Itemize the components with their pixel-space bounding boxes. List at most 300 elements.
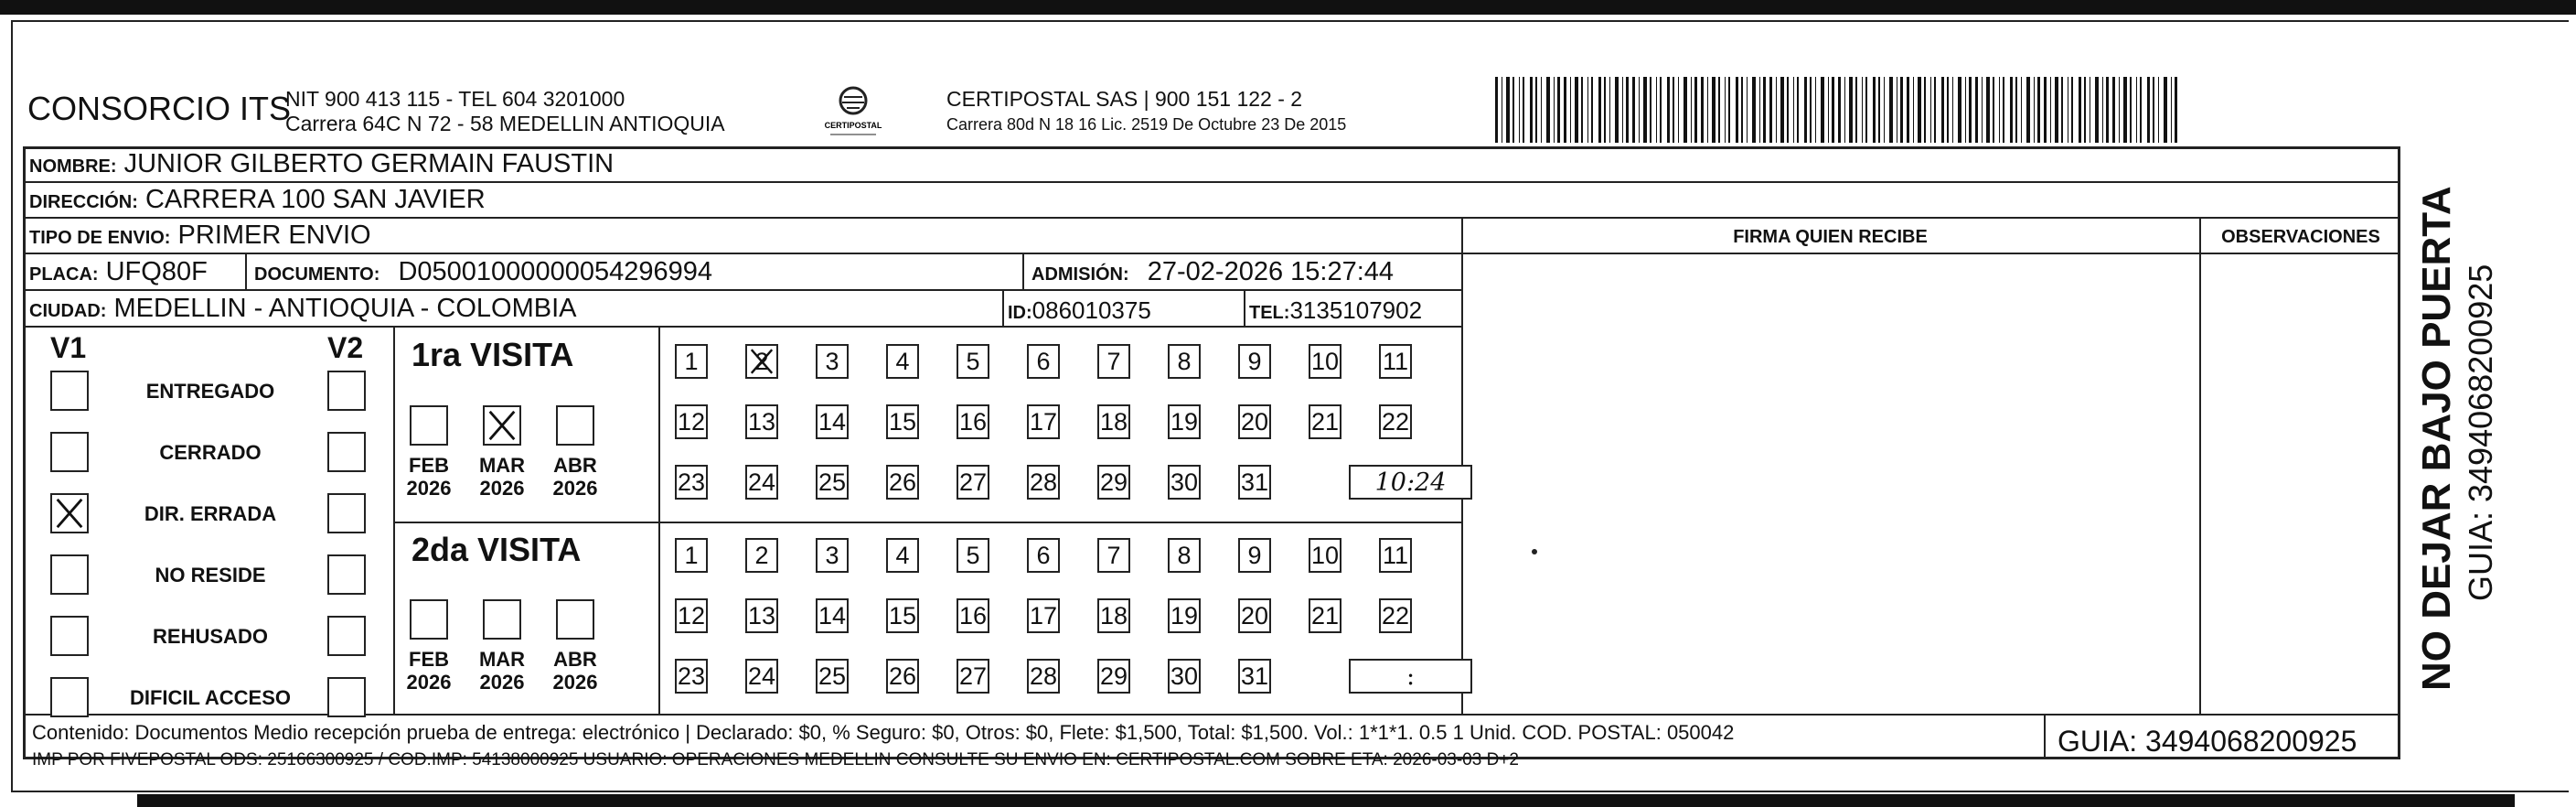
day-number: 10 [1310, 541, 1340, 569]
ciudad-value: MEDELLIN - ANTIOQUIA - COLOMBIA [113, 294, 577, 323]
barcode-bar [1865, 77, 1867, 143]
day-number: 22 [1381, 407, 1410, 436]
day-box[interactable] [1379, 344, 1412, 379]
barcode-bar [1736, 77, 1738, 143]
day-number: 29 [1099, 662, 1128, 690]
barcode-bar [1523, 77, 1524, 143]
barcode-bar [1993, 77, 1994, 143]
barcode-bar [1728, 77, 1730, 143]
barcode-bar [1604, 77, 1606, 143]
day-box[interactable] [1097, 344, 1130, 379]
day-box[interactable] [1027, 465, 1060, 500]
day-box[interactable] [886, 344, 919, 379]
day-box[interactable] [957, 659, 989, 694]
barcode-bar [2153, 77, 2154, 143]
firma-header: FIRMA QUIEN RECIBE [1733, 227, 1928, 247]
day-number: 25 [818, 662, 847, 690]
v2-checkbox[interactable] [327, 371, 366, 411]
day-box[interactable] [957, 598, 989, 633]
barcode-bar [1752, 77, 1756, 143]
contenido-text: Contenido: Documentos Medio recepción prueba de entrega: electrónico | Declarado: $0, % Seguro: $0, Otros: $0, Flete: $1,500, Total: $1,500. Vol.: 1*1*1. 0.5 1 Unid. COD. POSTAL: 050042 [32, 721, 1735, 744]
day-box[interactable] [745, 404, 778, 439]
barcode-bar [1975, 77, 1978, 143]
top-edge-band [0, 0, 2576, 15]
barcode-bar [2026, 77, 2030, 143]
barcode-bar [2021, 77, 2022, 143]
barcode-bar [1639, 77, 1640, 143]
barcode-bar [1598, 77, 1601, 143]
barcode-bar [2102, 77, 2103, 143]
day-box[interactable] [745, 538, 778, 573]
day-box[interactable] [1027, 538, 1060, 573]
barcode-bar [1849, 77, 1853, 143]
day-box[interactable] [1379, 538, 1412, 573]
first-visit-title: 1ra VISITA [412, 336, 574, 373]
v1-checkbox[interactable] [50, 554, 89, 595]
barcode-bar [2037, 77, 2040, 143]
day-box[interactable] [1168, 659, 1201, 694]
day-number: 30 [1170, 468, 1199, 496]
direccion-value: CARRERA 100 SAN JAVIER [144, 185, 486, 214]
barcode-bar [1780, 77, 1784, 143]
visit-divider-h [393, 522, 1461, 523]
barcode-bar [1530, 77, 1533, 143]
barcode-bar [2050, 77, 2051, 143]
side-guia: GUIA: 3494068200925 [2462, 264, 2499, 601]
day-number: 12 [677, 407, 706, 436]
barcode-bar [2010, 77, 2013, 143]
barcode-bar [1982, 77, 1983, 143]
day-number: 10 [1310, 347, 1340, 375]
day-box[interactable] [1097, 538, 1130, 573]
company-nit: NIT 900 413 115 - TEL 604 3201000 [285, 87, 625, 111]
day-box[interactable] [675, 659, 708, 694]
day-number: 1 [684, 347, 699, 375]
day-number: 26 [888, 468, 917, 496]
barcode-bar [1725, 77, 1726, 143]
day-number: 18 [1099, 601, 1128, 629]
v2-checkbox[interactable] [327, 432, 366, 472]
barcode-bar [1793, 77, 1794, 143]
day-box[interactable] [816, 659, 849, 694]
day-number: 13 [747, 601, 776, 629]
day-box[interactable] [816, 344, 849, 379]
tel-cell [1249, 296, 1422, 325]
day-box[interactable] [1168, 598, 1201, 633]
barcode-bar [2136, 77, 2137, 143]
barcode-bar [1591, 77, 1593, 143]
month-checkbox[interactable] [483, 405, 521, 446]
v2-checkbox[interactable] [327, 677, 366, 717]
barcode-bar [1999, 77, 2000, 143]
day-number: 3 [825, 541, 839, 569]
v1-checkbox[interactable] [50, 371, 89, 411]
barcode-bar [1913, 77, 1914, 143]
barcode-bar [1759, 77, 1760, 143]
barcode-bar [1873, 77, 1876, 143]
day-box[interactable] [886, 465, 919, 500]
barcode-bar [1546, 77, 1550, 143]
barcode-bar [1907, 77, 1909, 143]
row-divider [23, 289, 1463, 291]
day-number: 5 [966, 541, 980, 569]
month-checkbox[interactable] [410, 405, 448, 446]
cell-divider [245, 253, 247, 289]
day-number: 28 [1029, 662, 1058, 690]
month-checkbox[interactable] [556, 405, 594, 446]
barcode-bar [2044, 77, 2047, 143]
day-number: 27 [958, 468, 988, 496]
day-box[interactable] [675, 465, 708, 500]
day-number: 19 [1170, 601, 1199, 629]
barcode-bar [1660, 77, 1662, 143]
signature-area[interactable] [1461, 254, 2199, 714]
barcode-bar [1650, 77, 1651, 143]
day-box[interactable] [1238, 538, 1271, 573]
ciudad-cell [29, 294, 577, 324]
barcode-bar [2130, 77, 2132, 143]
day-number: 8 [1177, 541, 1192, 569]
month-name: FEB [409, 648, 449, 671]
v2-checkbox[interactable] [327, 616, 366, 656]
barcode-bar [1707, 77, 1708, 143]
barcode-bar [1673, 77, 1674, 143]
v1-checkbox[interactable] [50, 616, 89, 656]
bottom-edge-band [137, 794, 2515, 807]
barcode-bar [1747, 77, 1748, 143]
v1-checkbox[interactable] [50, 493, 89, 533]
day-box[interactable] [1309, 538, 1341, 573]
day-number: 3 [825, 347, 839, 375]
day-box[interactable] [745, 659, 778, 694]
day-number: 6 [1036, 541, 1051, 569]
day-box[interactable] [745, 598, 778, 633]
barcode-bar [1952, 77, 1953, 143]
nombre-label: NOMBRE: [29, 156, 117, 177]
barcode-bar [2158, 77, 2159, 143]
barcode-bar [2140, 77, 2142, 143]
day-number: 5 [966, 347, 980, 375]
day-box[interactable] [675, 598, 708, 633]
barcode-bar [1878, 77, 1880, 143]
day-number: 24 [747, 468, 776, 496]
day-number: 24 [747, 662, 776, 690]
footer-guia: GUIA: 3494068200925 [2058, 725, 2357, 758]
day-number: 30 [1170, 662, 1199, 690]
day-number: 23 [677, 662, 706, 690]
day-box[interactable] [816, 538, 849, 573]
day-number: 28 [1029, 468, 1058, 496]
barcode-bar [2106, 77, 2109, 143]
row-divider [23, 181, 2400, 183]
day-number: 7 [1106, 541, 1121, 569]
barcode-bar [2164, 77, 2167, 143]
courier-address: Carrera 80d N 18 16 Lic. 2519 De Octubre 23 De 2015 [946, 115, 1347, 134]
month-label [475, 648, 529, 694]
month-label [401, 648, 456, 694]
barcode-bar [1667, 77, 1670, 143]
v1-checkbox[interactable] [50, 677, 89, 717]
day-box[interactable] [1309, 344, 1341, 379]
day-box[interactable] [1027, 659, 1060, 694]
day-number: 19 [1170, 407, 1199, 436]
barcode-bar [1615, 77, 1619, 143]
time-box[interactable]: 10:24 [1349, 465, 1472, 500]
day-box[interactable] [957, 465, 989, 500]
day-number: 14 [818, 601, 847, 629]
barcode-bar [1958, 77, 1961, 143]
day-number: 6 [1036, 347, 1051, 375]
month-checkbox[interactable] [556, 599, 594, 640]
barcode-bar [1718, 77, 1720, 143]
day-number: 17 [1029, 601, 1058, 629]
row-divider [23, 217, 2400, 219]
month-name: MAR [478, 454, 526, 477]
barcode-bar [2079, 77, 2081, 143]
day-box[interactable] [1238, 465, 1271, 500]
barcode-bar [2123, 77, 2127, 143]
day-number: 4 [895, 541, 910, 569]
barcode-bar [2175, 77, 2177, 143]
company-address: Carrera 64C N 72 - 58 MEDELLIN ANTIOQUIA [285, 112, 725, 135]
visit-divider [658, 326, 660, 714]
x-mark-icon [485, 407, 519, 444]
barcode-bar [1797, 77, 1799, 143]
month-year: 2026 [479, 671, 525, 694]
barcode-bar [1541, 77, 1542, 143]
cell-divider [1244, 289, 1245, 326]
month-name: MAR [478, 648, 526, 671]
day-box[interactable] [957, 404, 989, 439]
day-box[interactable] [675, 344, 708, 379]
day-box[interactable] [1027, 598, 1060, 633]
barcode-bar [1581, 77, 1583, 143]
day-box[interactable] [745, 465, 778, 500]
barcode-bar [1821, 77, 1824, 143]
day-number: 16 [958, 601, 988, 629]
v1-checkbox[interactable] [50, 432, 89, 472]
day-box[interactable] [1379, 598, 1412, 633]
day-box[interactable] [1097, 465, 1130, 500]
day-number: 9 [1247, 347, 1262, 375]
day-number: 7 [1106, 347, 1121, 375]
barcode-bar [2084, 77, 2086, 143]
barcode-bar [1626, 77, 1629, 143]
day-box[interactable] [1168, 404, 1201, 439]
ink-dot [1532, 549, 1537, 554]
day-box[interactable] [1097, 404, 1130, 439]
day-box[interactable] [1379, 404, 1412, 439]
company-name: CONSORCIO ITS [27, 90, 292, 127]
placa-label: PLACA: [29, 264, 99, 285]
day-number: 17 [1029, 407, 1058, 436]
barcode-bar [1519, 77, 1520, 143]
day-number: 20 [1240, 601, 1269, 629]
day-box[interactable] [886, 659, 919, 694]
day-box[interactable] [1238, 598, 1271, 633]
documento-cell [254, 257, 712, 287]
month-year: 2026 [552, 671, 598, 694]
barcode-bar [1862, 77, 1863, 143]
day-box[interactable] [675, 404, 708, 439]
day-number: 25 [818, 468, 847, 496]
month-checkbox[interactable] [483, 599, 521, 640]
month-name: ABR [553, 454, 597, 477]
x-mark-icon [52, 495, 87, 532]
barcode-bar [2061, 77, 2063, 143]
status-label: CERRADO [159, 441, 262, 464]
no-dejar-warning: NO DEJAR BAJO PUERTA [2414, 186, 2459, 691]
placa-value: UFQ80F [105, 257, 208, 286]
day-box[interactable] [1097, 659, 1130, 694]
time-box[interactable]: : [1349, 659, 1472, 694]
month-label [548, 648, 603, 694]
day-box[interactable] [886, 404, 919, 439]
observaciones-header: OBSERVACIONES [2221, 227, 2380, 247]
barcode-bar [1643, 77, 1647, 143]
month-name: ABR [553, 648, 597, 671]
barcode-bar [1564, 77, 1566, 143]
day-box[interactable] [675, 538, 708, 573]
day-box[interactable] [886, 538, 919, 573]
day-number: 4 [895, 347, 910, 375]
barcode-bar [1575, 77, 1578, 143]
barcode-bar [2112, 77, 2115, 143]
observations-area[interactable] [2201, 254, 2400, 714]
day-box[interactable] [957, 344, 989, 379]
v2-checkbox[interactable] [327, 493, 366, 533]
day-number: 9 [1247, 541, 1262, 569]
day-box[interactable] [1309, 598, 1341, 633]
admision-value: 27-02-2026 15:27:44 [1147, 257, 1395, 286]
tel-label: TEL: [1249, 303, 1290, 323]
tipo-value: PRIMER ENVIO [177, 221, 371, 250]
day-box[interactable] [1309, 404, 1341, 439]
month-label [475, 454, 529, 500]
barcode-bar [2055, 77, 2058, 143]
barcode-bar [1535, 77, 1537, 143]
ciudad-label: CIUDAD: [29, 301, 107, 321]
barcode-bar [1557, 77, 1560, 143]
barcode-bar [2119, 77, 2120, 143]
barcode-bar [1947, 77, 1949, 143]
day-number: 15 [888, 407, 917, 436]
id-value: 086010375 [1031, 296, 1151, 324]
footer-divider-v [2044, 714, 2046, 759]
barcode-bar [1969, 77, 1972, 143]
day-box[interactable] [957, 538, 989, 573]
day-number: 20 [1240, 407, 1269, 436]
month-year: 2026 [406, 477, 452, 500]
day-box[interactable] [816, 598, 849, 633]
day-box[interactable] [1027, 404, 1060, 439]
barcode-bar [1787, 77, 1789, 143]
day-box[interactable] [886, 598, 919, 633]
barcode-bar [2034, 77, 2035, 143]
barcode-bar [1965, 77, 1966, 143]
status-label: NO RESIDE [155, 564, 266, 586]
barcode-bar [1691, 77, 1692, 143]
status-label: DIR. ERRADA [144, 502, 277, 525]
day-number: 12 [677, 601, 706, 629]
day-box[interactable] [1168, 538, 1201, 573]
status-panel-divider [393, 326, 395, 714]
barcode-bar [1656, 77, 1657, 143]
day-box[interactable] [1238, 659, 1271, 694]
barcode-bar [1934, 77, 1936, 143]
month-label [548, 454, 603, 500]
barcode-bar [1554, 77, 1555, 143]
direccion-label: DIRECCIÓN: [29, 192, 138, 212]
documento-value: D05001000000054296994 [398, 257, 712, 286]
day-box[interactable] [1097, 598, 1130, 633]
courier-name: CERTIPOSTAL SAS | 900 151 122 - 2 [946, 87, 1303, 111]
barcode-bar [1986, 77, 1990, 143]
barcode-bar [2147, 77, 2150, 143]
barcode-bar [1828, 77, 1829, 143]
tel-value: 3135107902 [1289, 296, 1423, 324]
barcode-bar [1570, 77, 1571, 143]
barcode-bar [1683, 77, 1687, 143]
day-box[interactable] [1168, 344, 1201, 379]
day-box[interactable] [745, 344, 778, 379]
v2-label: V2 [327, 331, 364, 364]
day-number: 2 [754, 541, 769, 569]
admision-cell [1031, 257, 1394, 287]
barcode-bar [1804, 77, 1807, 143]
month-year: 2026 [552, 477, 598, 500]
barcode-bar [1832, 77, 1834, 143]
imp-text: IMP POR FIVEPOSTAL ODS: 25166300925 / COD.IMP: 54138000925 USUARIO: OPERACIONES MEDELLIN CONSULTE SU ENVIO EN: CERTIPOSTAL.COM SOBRE ETA: 2026-03-03 D+2 [32, 750, 1519, 769]
admision-label: ADMISIÓN: [1031, 264, 1129, 285]
day-number: 31 [1240, 662, 1269, 690]
day-box[interactable] [1027, 344, 1060, 379]
direccion-row [29, 185, 486, 215]
day-box[interactable] [816, 404, 849, 439]
day-box[interactable] [1168, 465, 1201, 500]
barcode-bar [1763, 77, 1766, 143]
day-number: 14 [818, 407, 847, 436]
month-year: 2026 [406, 671, 452, 694]
placa-cell [29, 257, 208, 287]
month-year: 2026 [479, 477, 525, 500]
day-box[interactable] [1238, 344, 1271, 379]
barcode-bar [1587, 77, 1588, 143]
barcode-bar [1741, 77, 1743, 143]
month-name: FEB [409, 454, 449, 477]
day-number: 22 [1381, 601, 1410, 629]
barcode-bar [1712, 77, 1716, 143]
nombre-value: JUNIOR GILBERTO GERMAIN FAUSTIN [123, 149, 615, 178]
barcode-bar [1678, 77, 1679, 143]
day-number: 2 [754, 347, 769, 375]
barcode-bar [1900, 77, 1903, 143]
day-number: 31 [1240, 468, 1269, 496]
barcode-bar [1855, 77, 1857, 143]
month-checkbox[interactable] [410, 599, 448, 640]
v2-checkbox[interactable] [327, 554, 366, 595]
day-box[interactable] [816, 465, 849, 500]
barcode-bar [1889, 77, 1893, 143]
day-number: 11 [1382, 347, 1409, 375]
cell-divider [1002, 289, 1004, 326]
day-box[interactable] [1238, 404, 1271, 439]
barcode-bar [1918, 77, 1921, 143]
barcode-bar [1701, 77, 1704, 143]
barcode-bar [1622, 77, 1623, 143]
barcode-bar [1884, 77, 1885, 143]
barcode-bar [1506, 77, 1510, 143]
